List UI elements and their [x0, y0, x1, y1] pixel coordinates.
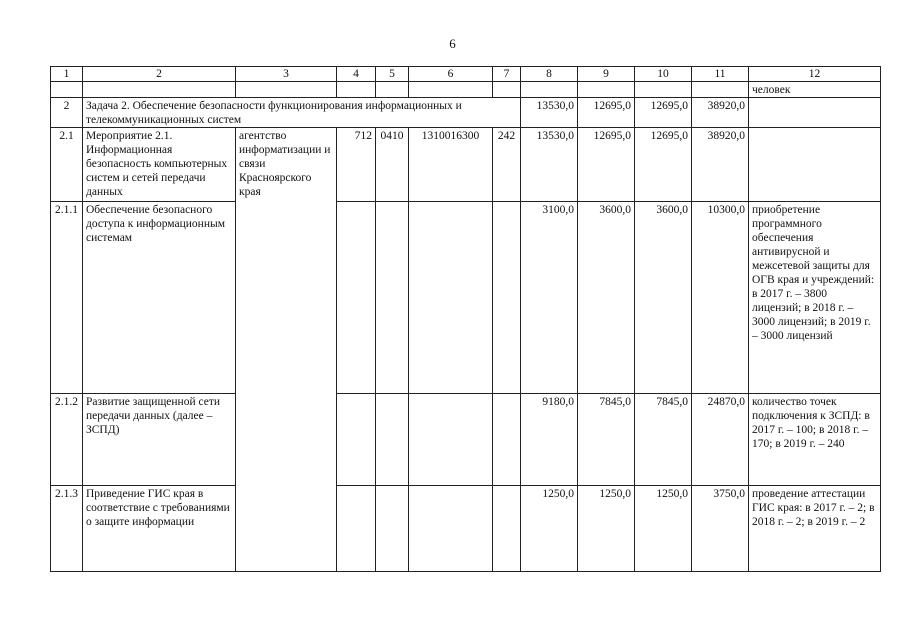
row-c9: 1250,0: [578, 486, 635, 572]
continuation-text: человек: [749, 82, 881, 98]
header-cell: 10: [635, 67, 692, 82]
page-number: 6: [449, 36, 456, 51]
header-cell: 3: [236, 67, 337, 82]
task-c11: 38920,0: [692, 98, 749, 128]
header-cell: 1: [51, 67, 83, 82]
row-number: 2.1.2: [51, 394, 83, 486]
row-name: Обеспечение безопасного доступа к информационным системам: [83, 202, 236, 394]
task-number: 2: [51, 98, 83, 128]
agency-cell: агентство информатизации и связи Красноярского края: [236, 128, 337, 572]
row-c12: [749, 128, 881, 202]
header-cell: 4: [337, 67, 376, 82]
row-c11: 10300,0: [692, 202, 749, 394]
row-c4: 712: [337, 128, 376, 202]
row-c11: 24870,0: [692, 394, 749, 486]
row-c12: количество точек подключения к ЗСПД: в 2017 г. – 100; в 2018 г. – 170; в 2019 г. – 240: [749, 394, 881, 486]
table-row: [51, 202, 881, 394]
header-cell: 11: [692, 67, 749, 82]
header-cell: 12: [749, 67, 881, 82]
row-c7: 242: [493, 128, 521, 202]
task-row: [51, 98, 881, 128]
header-cell: 6: [409, 67, 493, 82]
row-number: 2.1: [51, 128, 83, 202]
row-c5: 0410: [376, 128, 409, 202]
row-c10: 3600,0: [635, 202, 692, 394]
task-c10: 12695,0: [635, 98, 692, 128]
program-table: [50, 66, 881, 572]
row-name: Развитие защищенной сети передачи данных (далее – ЗСПД): [83, 394, 236, 486]
row-number: 2.1.1: [51, 202, 83, 394]
task-c8: 13530,0: [521, 98, 578, 128]
table-row: [51, 128, 881, 202]
table-row: [51, 394, 881, 486]
row-c12: проведение аттестации ГИС края: в 2017 г. – 2; в 2018 г. – 2; в 2019 г. – 2: [749, 486, 881, 572]
row-c12: приобретение программного обеспечения антивирусной и межсетевой защиты для ОГВ края и учреждений: в 2017 г. – 3800 лицензий; в 2018 г. – 3000 лицензий; в 2019 г. – 3000 лицензий: [749, 202, 881, 394]
task-c9: 12695,0: [578, 98, 635, 128]
row-name: Мероприятие 2.1. Информационная безопасность компьютерных систем и сетей передачи данных: [83, 128, 236, 202]
header-cell: 9: [578, 67, 635, 82]
row-c8: 3100,0: [521, 202, 578, 394]
row-c11: 38920,0: [692, 128, 749, 202]
row-c10: 7845,0: [635, 394, 692, 486]
header-cell: 8: [521, 67, 578, 82]
row-c9: 3600,0: [578, 202, 635, 394]
row-c8: 1250,0: [521, 486, 578, 572]
header-cell: 2: [83, 67, 236, 82]
continuation-row: [51, 82, 881, 98]
table-row: [51, 486, 881, 572]
row-name: Приведение ГИС края в соответствие с требованиями о защите информации: [83, 486, 236, 572]
row-c8: 9180,0: [521, 394, 578, 486]
header-row: [51, 67, 881, 82]
row-c8: 13530,0: [521, 128, 578, 202]
row-c10: 12695,0: [635, 128, 692, 202]
row-c6: 1310016300: [409, 128, 493, 202]
row-number: 2.1.3: [51, 486, 83, 572]
row-c11: 3750,0: [692, 486, 749, 572]
task-title: Задача 2. Обеспечение безопасности функционирования информационных и телекоммуникационных систем: [83, 98, 521, 128]
row-c10: 1250,0: [635, 486, 692, 572]
row-c9: 7845,0: [578, 394, 635, 486]
row-c9: 12695,0: [578, 128, 635, 202]
header-cell: 5: [376, 67, 409, 82]
header-cell: 7: [493, 67, 521, 82]
